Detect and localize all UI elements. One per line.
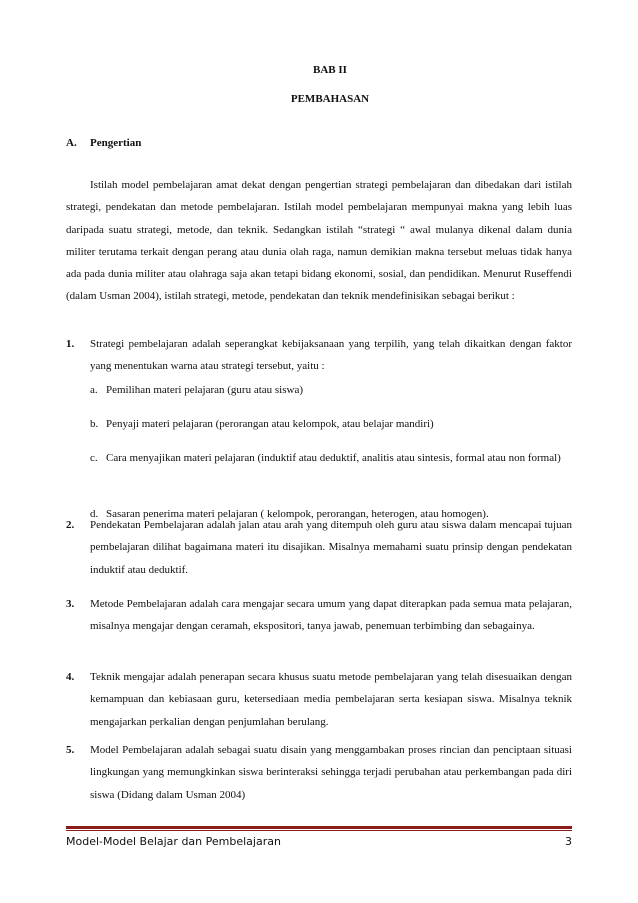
sub-item-b <box>90 413 572 435</box>
chapter-number: BAB II <box>313 64 347 76</box>
list-item-2 <box>66 514 572 581</box>
list-item-text: Model Pembelajaran adalah sebagai suatu disain yang menggambakan proses rincian dan penciptaan situasi lingkungan yang memungkinkan siswa berinteraksi sehingga terjadi perubahan atau perkembangan pada diri siswa (Didang dalam Usman 2004) <box>90 744 572 801</box>
list-item-5 <box>66 739 572 806</box>
list-item-1 <box>66 333 572 378</box>
section-letter: A. <box>66 137 77 149</box>
page-footer <box>66 835 572 848</box>
list-number: 2. <box>66 519 75 531</box>
list-item-4 <box>66 666 572 733</box>
sub-item-text: Cara menyajikan materi pelajaran (induktif atau deduktif, analitis atau sintesis, formal atau non formal) <box>106 452 561 464</box>
sub-letter: a. <box>90 384 98 396</box>
list-item-text: Teknik mengajar adalah penerapan secara khusus suatu metode pembelajaran yang telah disesuaikan dengan kemampuan dan kebiasaan guru, ketersediaan media pembelajaran serta kesiapan siswa. Misalnya teknik mengajarkan perkalian dengan penjumlahan berulang. <box>90 671 572 728</box>
list-item-3 <box>66 593 572 638</box>
sub-item-text: Pemilihan materi pelajaran (guru atau siswa) <box>106 384 304 396</box>
sub-letter: b. <box>90 418 99 430</box>
footer-title: Model-Model Belajar dan Pembelajaran <box>66 835 281 848</box>
list-number: 3. <box>66 598 75 610</box>
list-item-text: Metode Pembelajaran adalah cara mengajar secara umum yang dapat diterapkan pada semua mata pelajaran, misalnya mengajar dengan ceramah, ekspositori, tanya jawab, penemuan terbimbing dan sebagainya. <box>90 598 572 633</box>
sub-letter: c. <box>90 452 98 464</box>
intro-paragraph: Istilah model pembelajaran amat dekat dengan pengertian strategi pembelajaran dan dibedakan dari istilah strategi, pendekatan dan metode pembelajaran. Istilah model pembelajaran mempunyai makna yang lebih luas daripada suatu strategi, metode, dan teknik. Sedangkan istilah “strategi “ awal mulanya dikenal dalam dunia militer terutama terkait dengan perang atau dunia olah raga, namun demikian makna tersebut meluas tidak hanya ada pada dunia militer atau olahraga saja akan tetapi bidang ekonomi, sosial, dan pendidikan. Menurut Ruseffendi (dalam Usman 2004), istilah strategi, metode, pendekatan dan teknik mendefinisikan sebagai berikut : <box>66 179 572 303</box>
list-number: 1. <box>66 338 75 350</box>
sub-item-c <box>90 447 572 469</box>
sub-item-a <box>90 379 572 401</box>
list-item-text: Pendekatan Pembelajaran adalah jalan atau arah yang ditempuh oleh guru atau siswa dalam mencapai tujuan pembelajaran dilihat bagaimana materi itu disajikan. Misalnya memahami suatu prinsip dengan pendekatan induktif atau deduktif. <box>90 519 572 576</box>
section-heading <box>66 137 141 149</box>
list-number: 4. <box>66 671 75 683</box>
footer-rule <box>66 826 572 829</box>
sub-letter: d. <box>90 508 99 520</box>
footer-rule-thin <box>66 830 572 831</box>
list-item-text: Strategi pembelajaran adalah seperangkat kebijaksanaan yang terpilih, yang telah dikaitkan dengan faktor yang menentukan warna atau strategi tersebut, yaitu : <box>90 338 572 373</box>
chapter-title: PEMBAHASAN <box>290 93 370 105</box>
sub-item-text: Penyaji materi pelajaran (perorangan atau kelompok, atau belajar mandiri) <box>106 418 434 430</box>
sub-item-text: Sasaran penerima materi pelajaran ( kelompok, perorangan, heterogen, atau homogen). <box>106 508 489 520</box>
page-number: 3 <box>565 835 572 848</box>
list-number: 5. <box>66 744 75 756</box>
section-title: Pengertian <box>90 137 142 149</box>
